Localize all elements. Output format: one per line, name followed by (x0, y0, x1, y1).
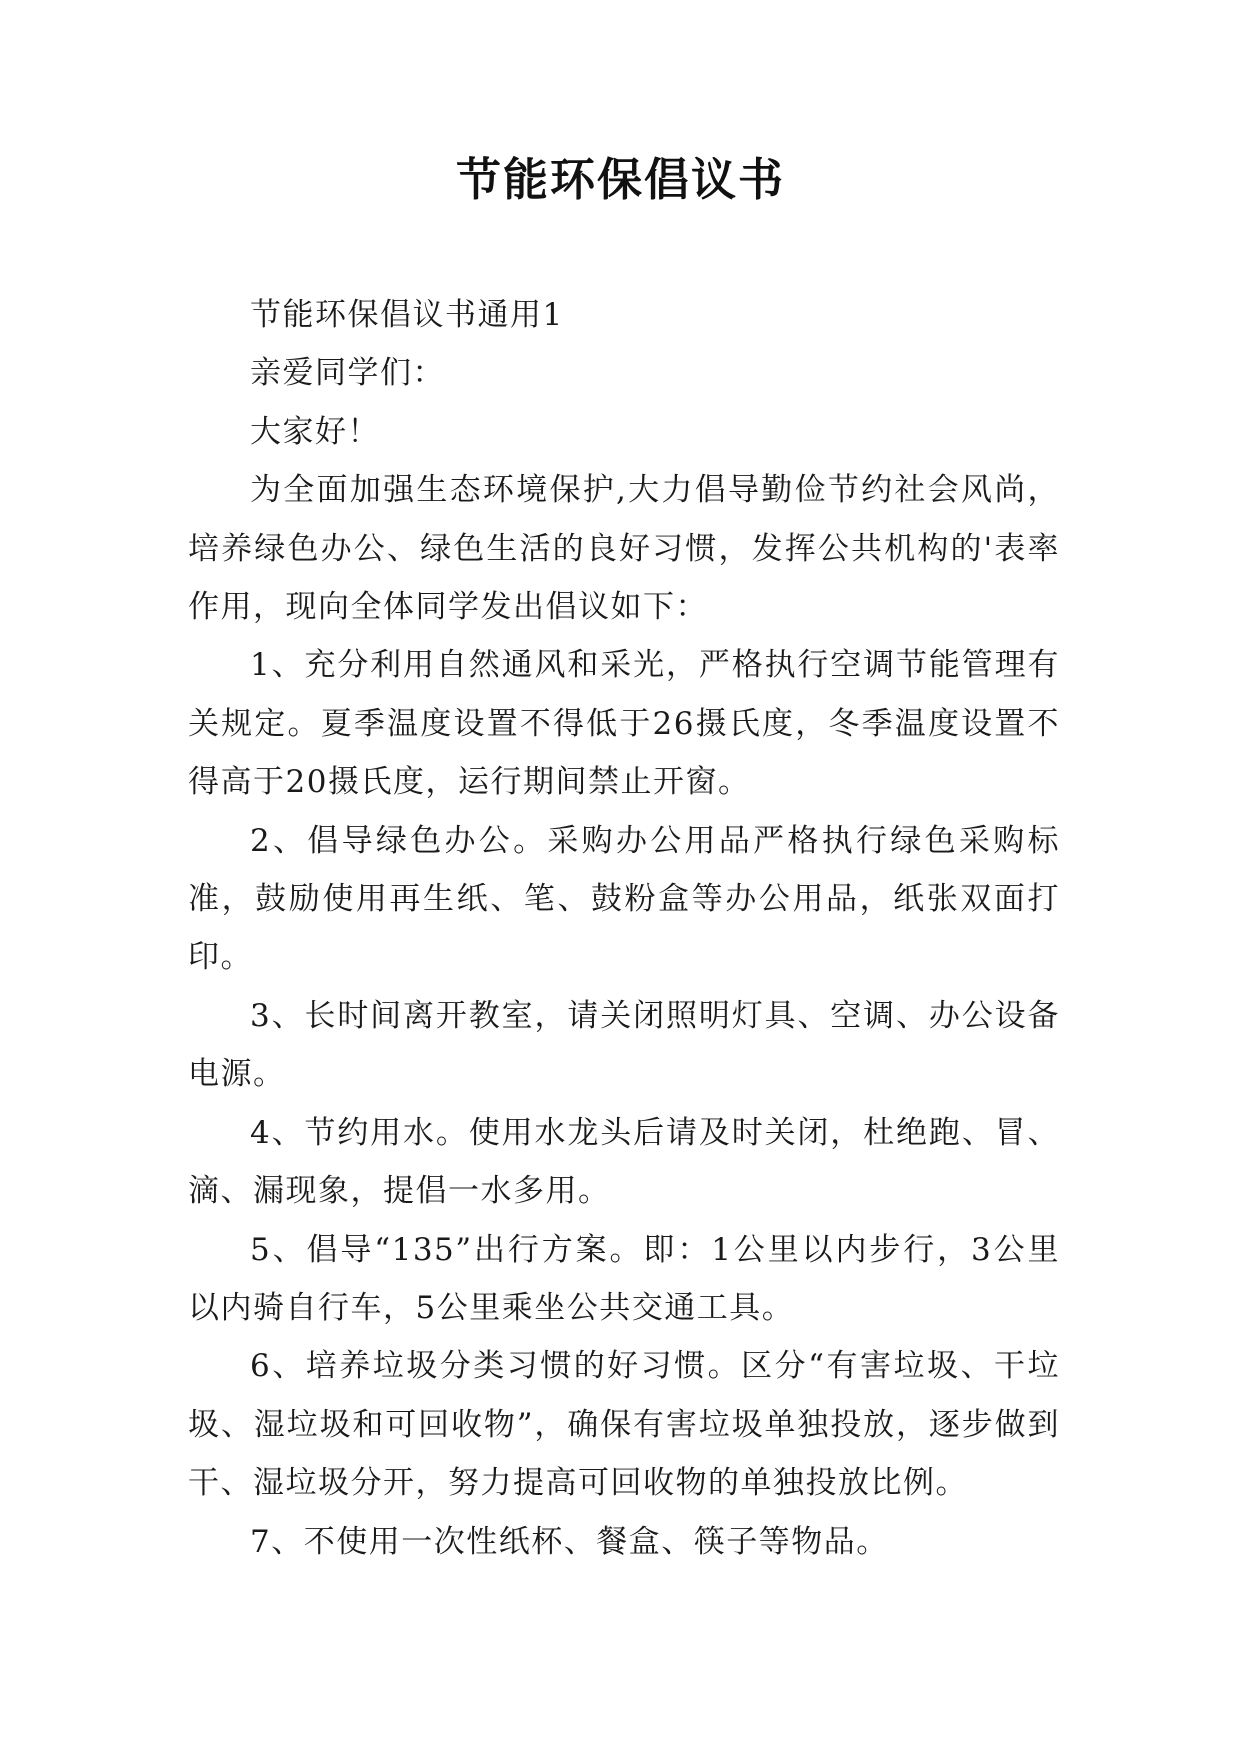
document-title: 节能环保倡议书 (455, 153, 785, 206)
proposal-item-6: 6、培养垃圾分类习惯的好习惯。区分“有害垃圾、干垃圾、湿垃圾和可回收物”，确保有害垃圾单独投放，逐步做到干、湿垃圾分开，努力提高可回收物的单独投放比例。 (188, 1348, 1060, 1502)
document-body (188, 286, 1060, 1571)
salutation-paragraph: 亲爱同学们： (250, 355, 445, 392)
proposal-item-5: 5、倡导“135”出行方案。即：1公里以内步行，3公里以内骑自行车，5公里乘坐公共交通工具。 (188, 1231, 1060, 1326)
greeting-paragraph: 大家好！ (250, 413, 380, 450)
intro-paragraph: 为全面加强生态环境保护,大力倡导勤俭节约社会风尚，培养绿色办公、绿色生活的良好习惯，发挥公共机构的'表率作用，现向全体同学发出倡议如下： (188, 472, 1060, 626)
proposal-item-2: 2、倡导绿色办公。采购办公用品严格执行绿色采购标准，鼓励使用再生纸、笔、鼓粉盒等办公用品，纸张双面打印。 (188, 822, 1060, 976)
proposal-item-7: 7、不使用一次性纸杯、餐盒、筷子等物品。 (250, 1523, 889, 1560)
subtitle-paragraph: 节能环保倡议书通用1 (250, 297, 564, 333)
proposal-item-3: 3、长时间离开教室，请关闭照明灯具、空调、办公设备电源。 (188, 997, 1060, 1093)
proposal-item-1: 1、充分利用自然通风和采光，严格执行空调节能管理有关规定。夏季温度设置不得低于26摄氏度，冬季温度设置不得高于20摄氏度，运行期间禁止开窗。 (188, 647, 1060, 801)
proposal-item-4: 4、节约用水。使用水龙头后请及时关闭，杜绝跑、冒、滴、漏现象，提倡一水多用。 (188, 1114, 1060, 1210)
